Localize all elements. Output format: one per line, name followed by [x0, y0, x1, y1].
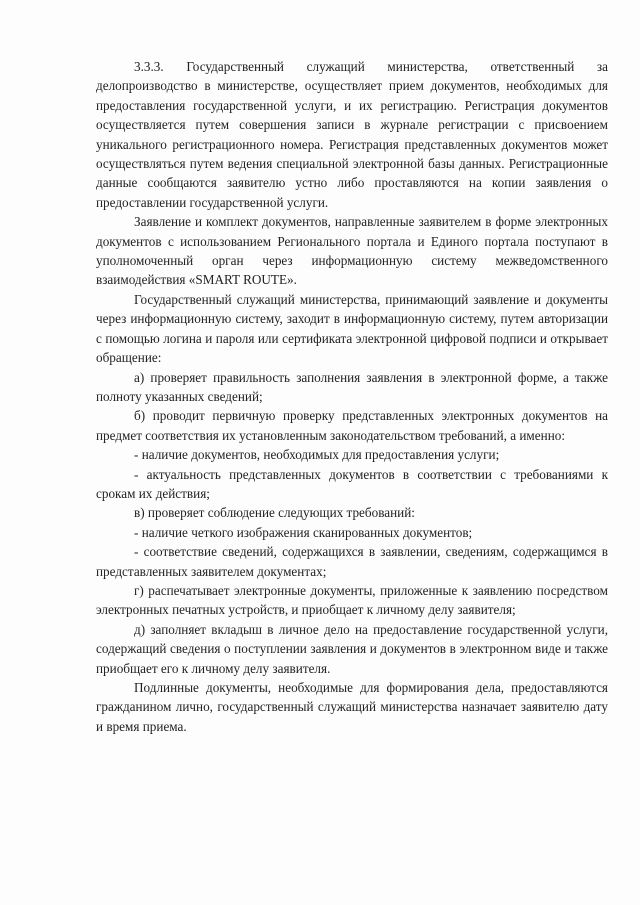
list-item-b: б) проводит первичную проверку представленных электронных документов на предмет соответствия их установленным законодательством требований, а именно: — [96, 408, 608, 443]
paragraph-original-documents: Подлинные документы, необходимые для формирования дела, предоставляются гражданином лично, государственный служащий министерства назначает заявителю дату и время приема. — [96, 680, 608, 734]
list-item-a: а) проверяет правильность заполнения заявления в электронной форме, а также полноту указанных сведений; — [96, 369, 608, 404]
list-item-g: г) распечатывает электронные документы, приложенные к заявлению посредством электронных печатных устройств, и приобщает к личному делу заявителя; — [96, 582, 608, 618]
list-subitem-v1: - наличие четкого изображения сканированных документов; — [134, 524, 473, 540]
list-subitem-b2: - актуальность представленных документов в соответствии с требованиями к срокам их действия; — [96, 466, 608, 501]
list-subitem-b1: - наличие документов, необходимых для предоставления услуги; — [134, 447, 500, 463]
paragraph-electronic-submission: Заявление и комплект документов, направленные заявителем в форме электронных документов с использованием Регионального портала и Единого портала поступают в уполномоченный орган через информационную систему межведомственного взаимодействия «SMART ROUTE». — [96, 214, 608, 288]
paragraph-3-3-3: 3.3.3. Государственный служащий министерства, ответственный за делопроизводство в министерстве, осуществляет прием документов, необходимых для предоставления государственной услуги, и их регистрацию. Регистрация документов осуществляется путем совершения записи в журнале регистрации с присвоением уникального регистрационного номера. Регистрация представленных документов может осуществляться путем ведения специальной электронной базы данных. Регистрационные данные сообщаются заявителю устно либо проставляются на копии заявления о предоставлении государственной услуги. — [96, 59, 608, 210]
paragraph-official-procedure: Государственный служащий министерства, принимающий заявление и документы через информационную систему, заходит в информационную систему, путем авторизации с помощью логина и пароля или сертификата электронной цифровой подписи и открывает обращение: — [96, 291, 608, 366]
list-subitem-v2: - соответствие сведений, содержащихся в заявлении, сведениям, содержащимся в представленных заявителем документах; — [96, 544, 608, 579]
list-item-v: в) проверяет соблюдение следующих требований: — [134, 505, 415, 521]
list-item-d: д) заполняет вкладыш в личное дело на предоставление государственной услуги, содержащий сведения о поступлении заявления и документов в электронном виде и также приобщает его к личному делу заявителя. — [96, 621, 608, 676]
document-body — [96, 57, 608, 736]
